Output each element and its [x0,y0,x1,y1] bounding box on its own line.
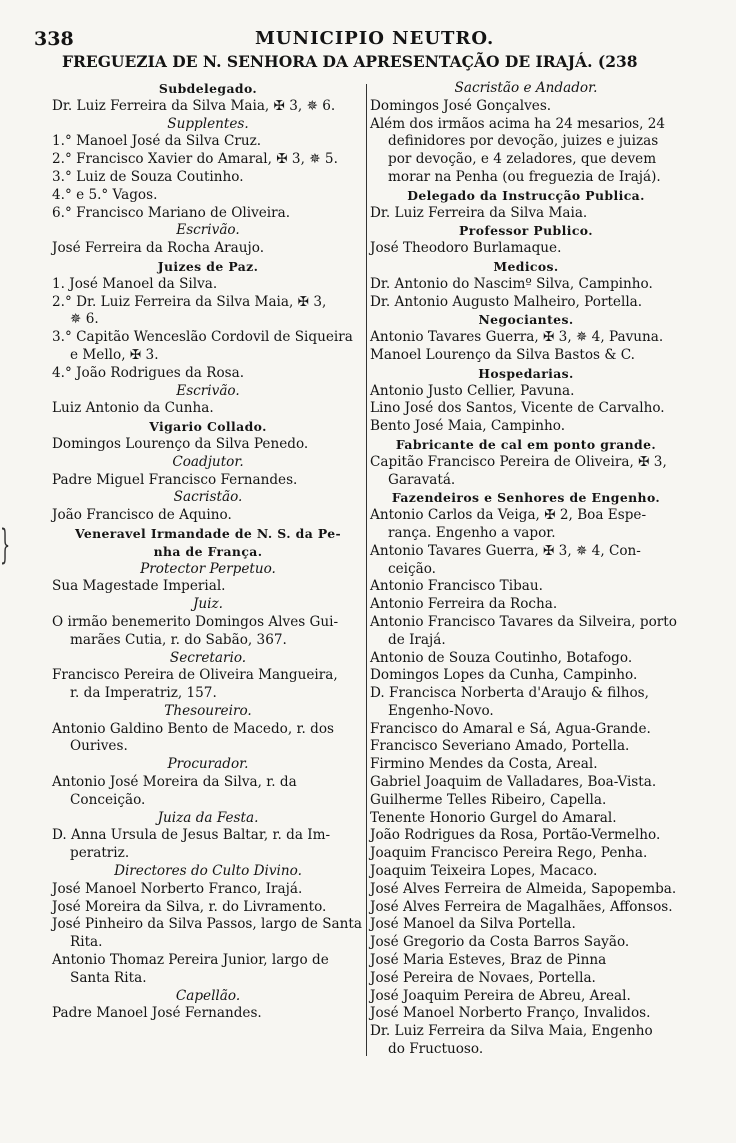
section-heading: nha de França. [153,543,263,559]
section-heading: Medicos. [493,258,559,274]
section-heading: Subdelegado. [158,81,258,96]
section-heading: Vigario Collado. [149,419,267,435]
section-subheading: Thesoureiro. [164,702,252,719]
page-number: 338 [34,28,74,50]
section-subheading: Sacristão e Andador. [454,80,598,96]
entry: José Joaquim Pereira de Abreu, Areal. [370,987,631,1004]
entry: 1.° Manoel José da Silva Cruz. [52,133,262,150]
entry: D. Francisca Norberta d'Araujo & filhos, [370,685,649,702]
entry-continuation: e Mello, ✠ 3. [70,346,159,363]
entry: Lino José dos Santos, Vicente de Carvalho. [370,400,665,417]
entry-continuation: r. da Imperatriz, 157. [70,685,217,702]
entry: Antonio Francisco Tibau. [370,578,543,595]
entry-continuation: Conceição. [70,791,146,808]
entry: Firmino Mendes da Costa, Areal. [370,756,598,773]
entry: Antonio Tavares Guerra, ✠ 3, ✵ 4, Pavuna. [370,329,664,346]
entry: Antonio Ferreira da Rocha. [370,596,558,613]
section-heading: Veneravel Irmandade de N. S. da Pe- [74,525,342,541]
entry: José Moreira da Silva, r. do Livramento. [52,898,327,915]
section-subheading: Sacristão. [173,489,243,506]
parish-subtitle: FREGUEZIA DE N. SENHORA DA APRESENTAÇÃO DE IRAJÁ. (238 [62,52,638,71]
entry: Luiz Antonio da Cunha. [52,400,214,417]
entry: Antonio Thomaz Pereira Junior, largo de [52,952,329,969]
entry: Tenente Honorio Gurgel do Amaral. [370,809,617,826]
section-subheading: Juiza da Festa. [157,809,259,826]
running-title: MUNICIPIO NEUTRO. [255,28,495,49]
section-heading: Fabricante de cal em ponto grande. [395,436,657,452]
section-heading: Delegado da Instrucção Publica. [407,187,645,203]
margin-bracket-mark: } [0,522,11,568]
entry: 1. José Manoel da Silva. [52,275,218,292]
entry: Antonio Justo Cellier, Pavuna. [370,382,575,399]
entry: Manoel Lourenço da Silva Bastos & C. [370,346,635,363]
entry: Francisco do Amaral e Sá, Agua-Grande. [370,720,651,737]
entry: Guilherme Telles Ribeiro, Capella. [370,791,607,808]
entry: Dr. Luiz Ferreira da Silva Maia. [370,204,588,221]
entry-continuation: ✵ 6. [70,311,99,328]
entry: O irmão benemerito Domingos Alves Gui- [52,613,339,630]
entry-continuation: peratriz. [70,845,130,862]
entry-continuation: ceição. [388,560,436,577]
section-heading: Negociantes. [478,312,574,328]
entry: Antonio Carlos da Veiga, ✠ 2, Boa Espe- [370,507,647,524]
entry: 2.° Dr. Luiz Ferreira da Silva Maia, ✠ 3, [52,293,327,310]
section-heading: Fazendeiros e Senhores de Engenho. [391,490,661,506]
entry-continuation: do Fructuoso. [388,1041,484,1058]
entry: José Maria Esteves, Braz de Pinna [370,952,607,969]
section-heading: Hospedarias. [478,365,574,381]
entry: Bento José Maia, Campinho. [370,418,566,435]
section-subheading: Procurador. [167,756,249,773]
entry: Sua Magestade Imperial. [52,578,226,595]
entry: Antonio de Souza Coutinho, Botafogo. [370,649,633,666]
entry: Antonio Francisco Tavares da Silveira, porto [370,613,677,630]
entry-continuation: Ourives. [70,738,128,755]
entry: Antonio Galdino Bento de Macedo, r. dos [52,720,334,737]
entry: Dr. Luiz Ferreira da Silva Maia, Engenho [370,1023,653,1040]
entry: 2.° Francisco Xavier do Amaral, ✠ 3, ✵ 5. [52,151,338,168]
entry: Joaquim Teixeira Lopes, Macaco. [370,863,598,880]
entry-continuation: marães Cutia, r. do Sabão, 367. [70,631,287,648]
entry: Francisco Severiano Amado, Portella. [370,738,630,755]
entry: Domingos Lopes da Cunha, Campinho. [370,667,638,684]
section-subheading: Secretario. [169,649,247,666]
entry: Gabriel Joaquim de Valladares, Boa-Vista. [370,774,657,791]
entry: Padre Miguel Francisco Fernandes. [52,471,298,488]
entry: João Rodrigues da Rosa, Portão-Vermelho. [370,827,661,844]
entry: Domingos José Gonçalves. [370,97,552,114]
entry: Domingos Lourenço da Silva Penedo. [52,435,309,452]
entry-continuation: definidores por devoção, juizes e juizas [388,133,659,150]
section-heading: Juizes de Paz. [157,258,259,274]
entry: Dr. Antonio do Nascimº Silva, Campinho. [370,275,653,292]
entry: José Alves Ferreira de Magalhães, Affonsos. [370,898,673,915]
entry: José Pereira de Novaes, Portella. [370,969,596,986]
entry: José Manoel da Silva Portella. [370,916,576,933]
entry: Dr. Luiz Ferreira da Silva Maia, ✠ 3, ✵ 6. [52,97,336,114]
entry: José Pinheiro da Silva Passos, largo de Santa [52,916,362,933]
entry-continuation: morar na Penha (ou freguezia de Irajá). [388,168,661,185]
entry: Antonio Tavares Guerra, ✠ 3, ✵ 4, Con- [370,542,641,559]
entry: José Manoel Norberto Franco, Irajá. [52,880,303,897]
entry: José Gregorio da Costa Barros Sayão. [370,934,630,951]
entry-continuation: Santa Rita. [70,969,147,986]
section-subheading: Capellão. [175,987,241,1004]
section-subheading: Protector Perpetuo. [140,560,276,577]
entry: 3.° Capitão Wenceslão Cordovil de Siqueira [52,329,353,346]
page-header [0,0,736,82]
entry: João Francisco de Aquino. [52,507,232,524]
section-subheading: Directores do Culto Divino. [114,863,302,880]
entry-continuation: Garavatá. [388,471,456,488]
entry: José Alves Ferreira de Almeida, Sapopemba. [370,880,677,897]
entry: Dr. Antonio Augusto Malheiro, Portella. [370,293,643,310]
section-subheading: Escrivão. [176,382,240,399]
section-subheading: Supplentes. [167,115,249,132]
entry: José Manoel Norberto Franço, Invalidos. [370,1005,651,1022]
entry-continuation: Engenho-Novo. [388,702,494,719]
entry: José Ferreira da Rocha Araujo. [52,240,265,257]
entry-continuation: rança. Engenho a vapor. [388,524,556,541]
left-column [52,80,364,1023]
entry: 6.° Francisco Mariano de Oliveira. [52,204,291,221]
section-subheading: Coadjutor. [172,453,244,470]
section-heading: Professor Publico. [459,223,593,239]
section-subheading: Escrivão. [176,222,240,239]
entry: 4.° e 5.° Vagos. [52,186,158,203]
entry: Joaquim Francisco Pereira Rego, Penha. [370,845,648,862]
entry-continuation: de Irajá. [388,631,446,648]
entry: D. Anna Ursula de Jesus Baltar, r. da Im- [52,827,331,844]
section-subheading: Juiz. [192,596,224,613]
column-divider [366,84,367,1056]
entry-continuation: Rita. [70,934,103,951]
entry: José Theodoro Burlamaque. [370,240,562,257]
entry: Padre Manoel José Fernandes. [52,1005,262,1022]
entry: Capitão Francisco Pereira de Oliveira, ✠ 3, [370,453,667,470]
entry: 3.° Luiz de Souza Coutinho. [52,168,244,185]
entry-continuation: por devoção, e 4 zeladores, que devem [388,151,657,168]
right-column [370,80,682,1059]
entry: Além dos irmãos acima ha 24 mesarios, 24 [370,115,666,132]
entry: 4.° João Rodrigues da Rosa. [52,364,245,381]
entry: Francisco Pereira de Oliveira Mangueira, [52,667,338,684]
entry: Antonio José Moreira da Silva, r. da [52,774,297,791]
